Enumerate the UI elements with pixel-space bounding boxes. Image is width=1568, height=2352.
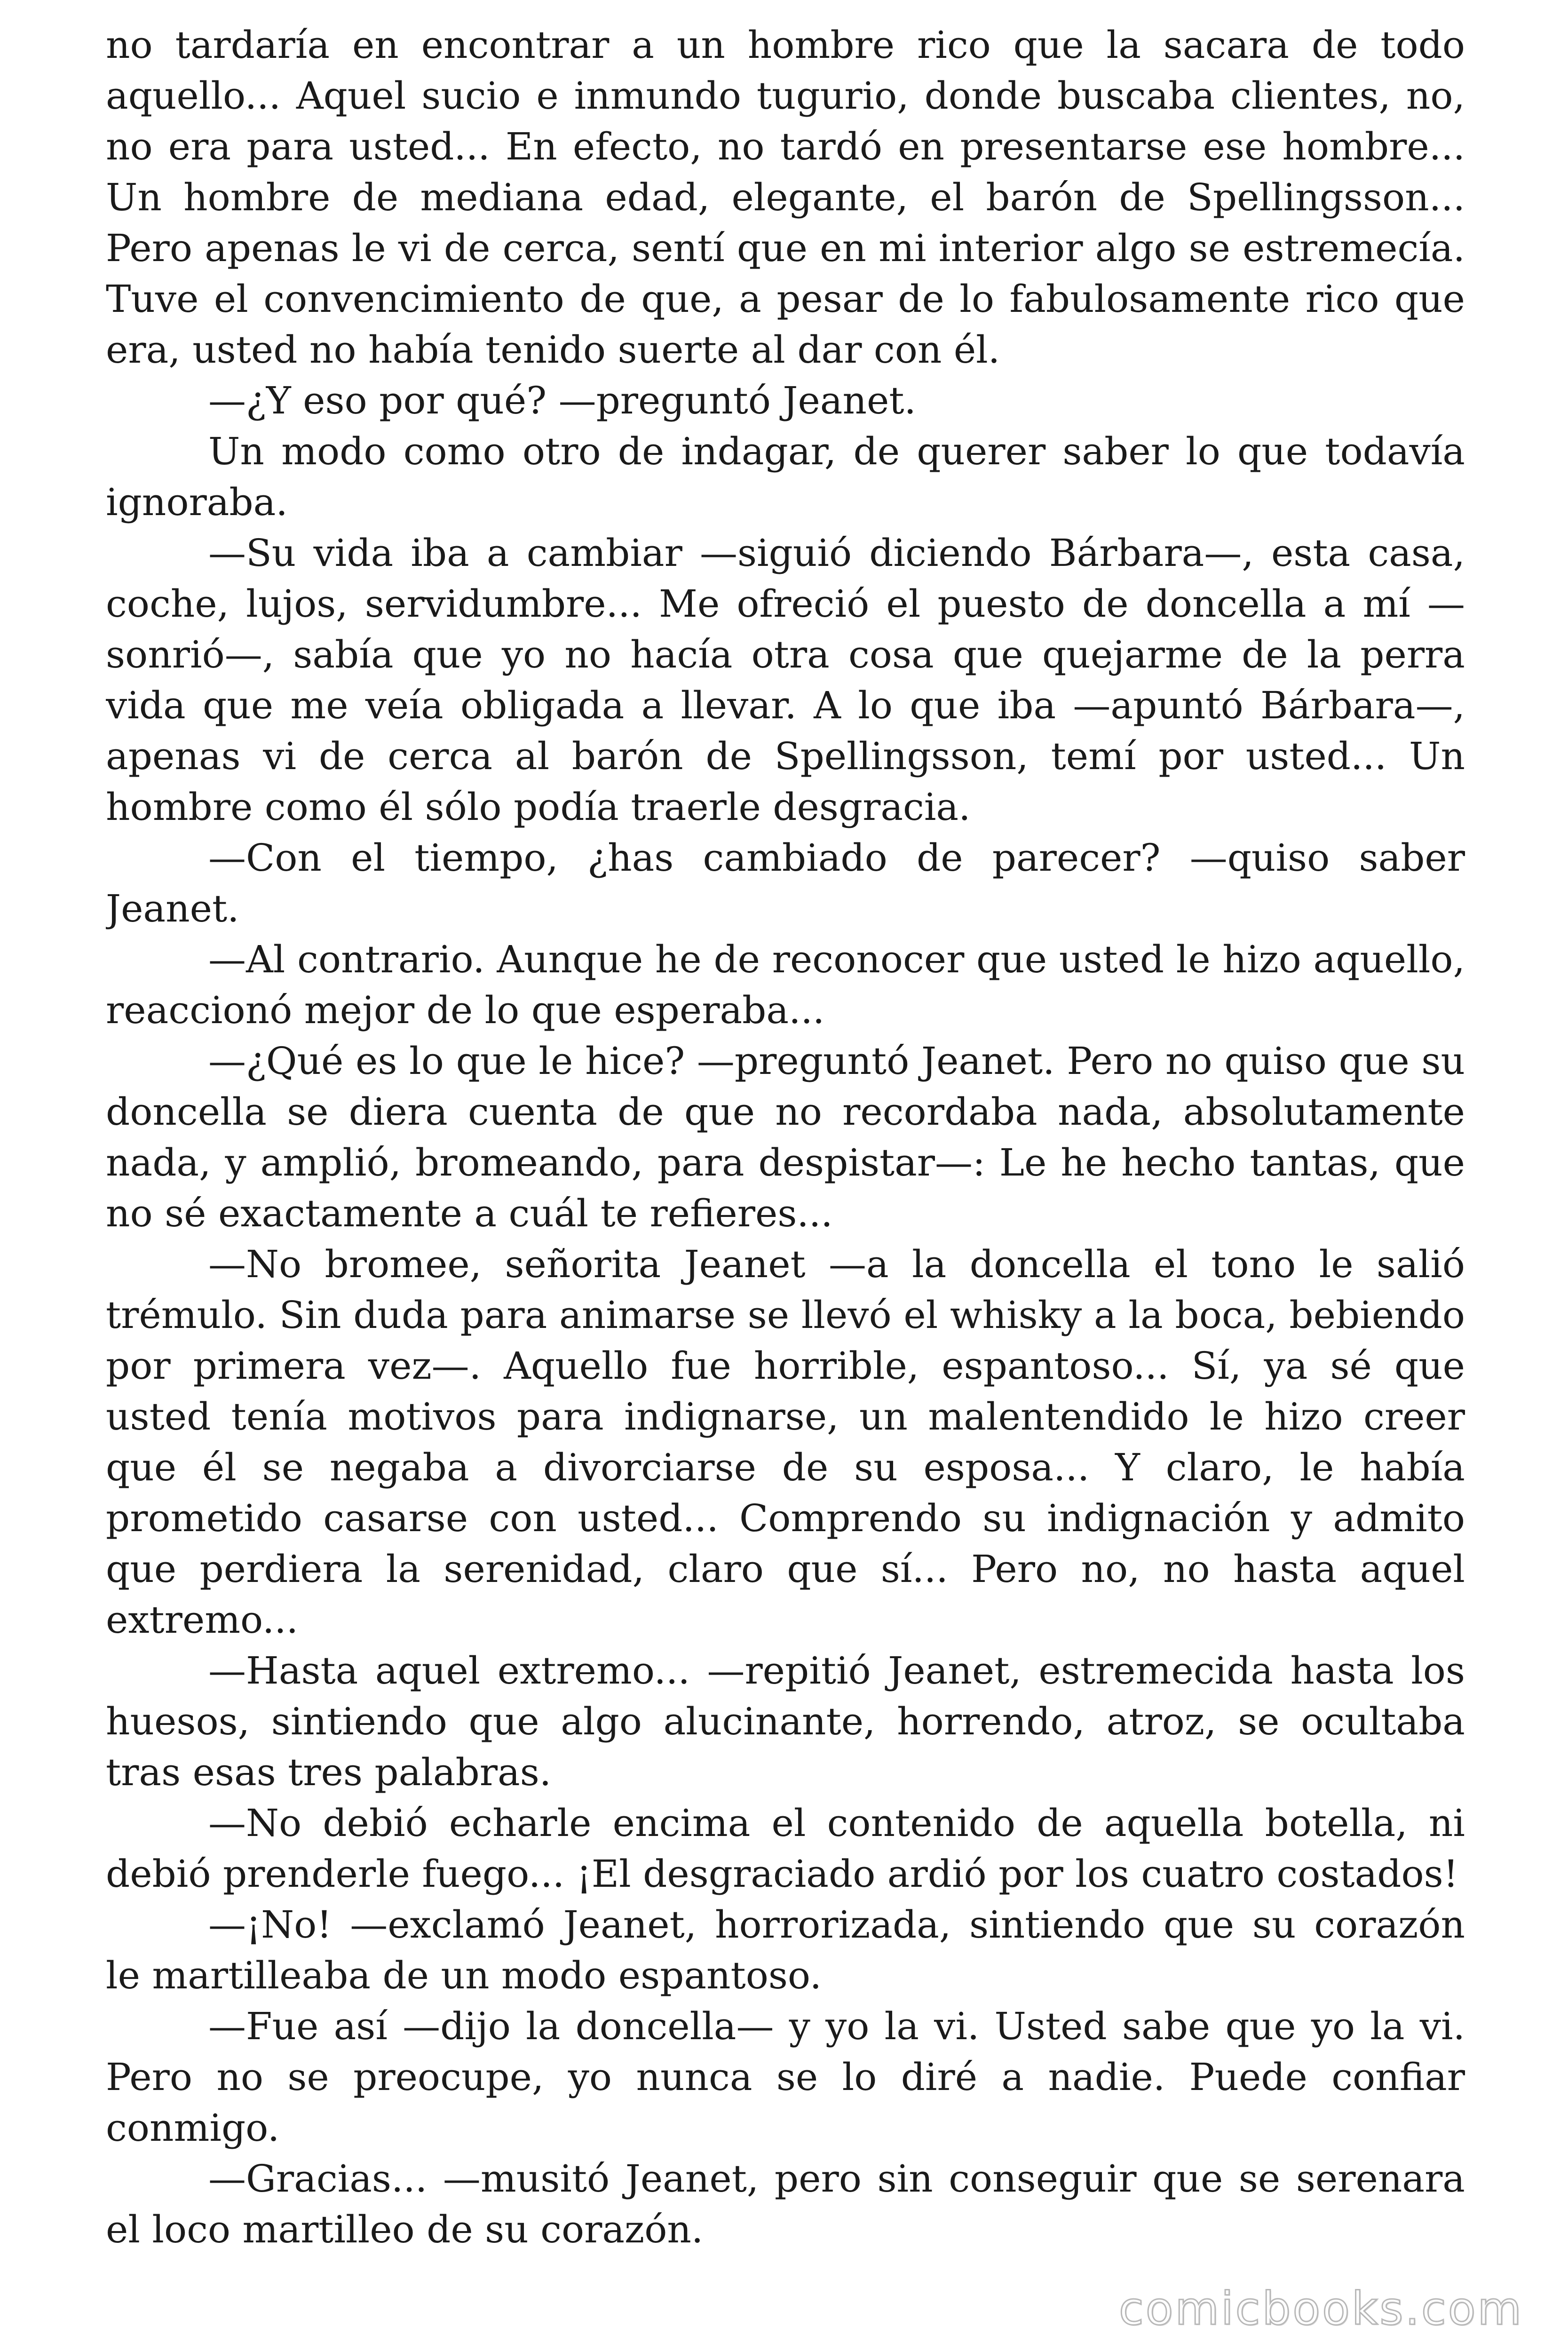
paragraph: —Con el tiempo, ¿has cambiado de parecer? —quiso saber Jeanet. [106,836,1465,930]
paragraph: —No debió echarle encima el contenido de aquella botella, ni debió prenderle fuego... ¡El desgraciado ardió por los cuatro costados! [106,1801,1465,1896]
paragraph: —Al contrario. Aunque he de reconocer que usted le hizo aquello, reaccionó mejor de lo que esperaba... [106,938,1465,1032]
watermark: comicbooks.com [1118,2282,1523,2335]
paragraph: —Fue así —dijo la doncella— y yo la vi. Usted sabe que yo la vi. Pero no se preocupe, yo nunca se lo diré a nadie. Puede confiar conmigo. [106,2004,1465,2150]
paragraph: —Gracias... —musitó Jeanet, pero sin conseguir que se serenara el loco martilleo de su corazón. [106,2157,1465,2251]
paragraph: —¡No! —exclamó Jeanet, horrorizada, sintiendo que su corazón le martilleaba de un modo espantoso. [106,1903,1465,1997]
paragraph: —¿Qué es lo que le hice? —preguntó Jeanet. Pero no quiso que su doncella se diera cuenta de que no recordaba nada, absolutamente nada, y amplió, bromeando, para despistar—: Le he hecho tantas, que no sé exactamente a cuál te refieres... [106,1039,1465,1235]
paragraph: —¿Y eso por qué? —preguntó Jeanet. [208,379,916,422]
paragraph: Un modo como otro de indagar, de querer saber lo que todavía ignoraba. [106,429,1465,524]
document-text [106,20,1465,2255]
document-page [106,20,1465,2296]
paragraph: —Hasta aquel extremo... —repitió Jeanet, estremecida hasta los huesos, sintiendo que algo alucinante, horrendo, atroz, se ocultaba tras esas tres palabras. [106,1649,1465,1794]
paragraph: —Su vida iba a cambiar —siguió diciendo Bárbara—, esta casa, coche, lujos, servidumbre... Me ofreció el puesto de doncella a mí —sonrió—, sabía que yo no hacía otra cosa que quejarme de la perra vida que me veía obligada a llevar. A lo que iba —apuntó Bárbara—, apenas vi de cerca al barón de Spellingsson, temí por usted... Un hombre como él sólo podía traerle desgracia. [106,531,1465,829]
paragraph: —No bromee, señorita Jeanet —a la doncella el tono le salió trémulo. Sin duda para animarse se llevó el whisky a la boca, bebiendo por primera vez—. Aquello fue horrible, espantoso... Sí, ya sé que usted tenía motivos para indignarse, un malentendido le hizo creer que él se negaba a divorciarse de su esposa... Y claro, le había prometido casarse con usted... Comprendo su indignación y admito que perdiera la serenidad, claro que sí... Pero no, no hasta aquel extremo... [106,1242,1465,1642]
paragraph: no tardaría en encontrar a un hombre rico que la sacara de todo aquello... Aquel sucio e inmundo tugurio, donde buscaba clientes, no, no era para usted... En efecto, no tardó en presentarse ese hombre... Un hombre de mediana edad, elegante, el barón de Spellingsson... Pero apenas le vi de cerca, sentí que en mi interior algo se estremecía. Tuve el convencimiento de que, a pesar de lo fabulosamente rico que era, usted no había tenido suerte al dar con él. [106,23,1465,372]
